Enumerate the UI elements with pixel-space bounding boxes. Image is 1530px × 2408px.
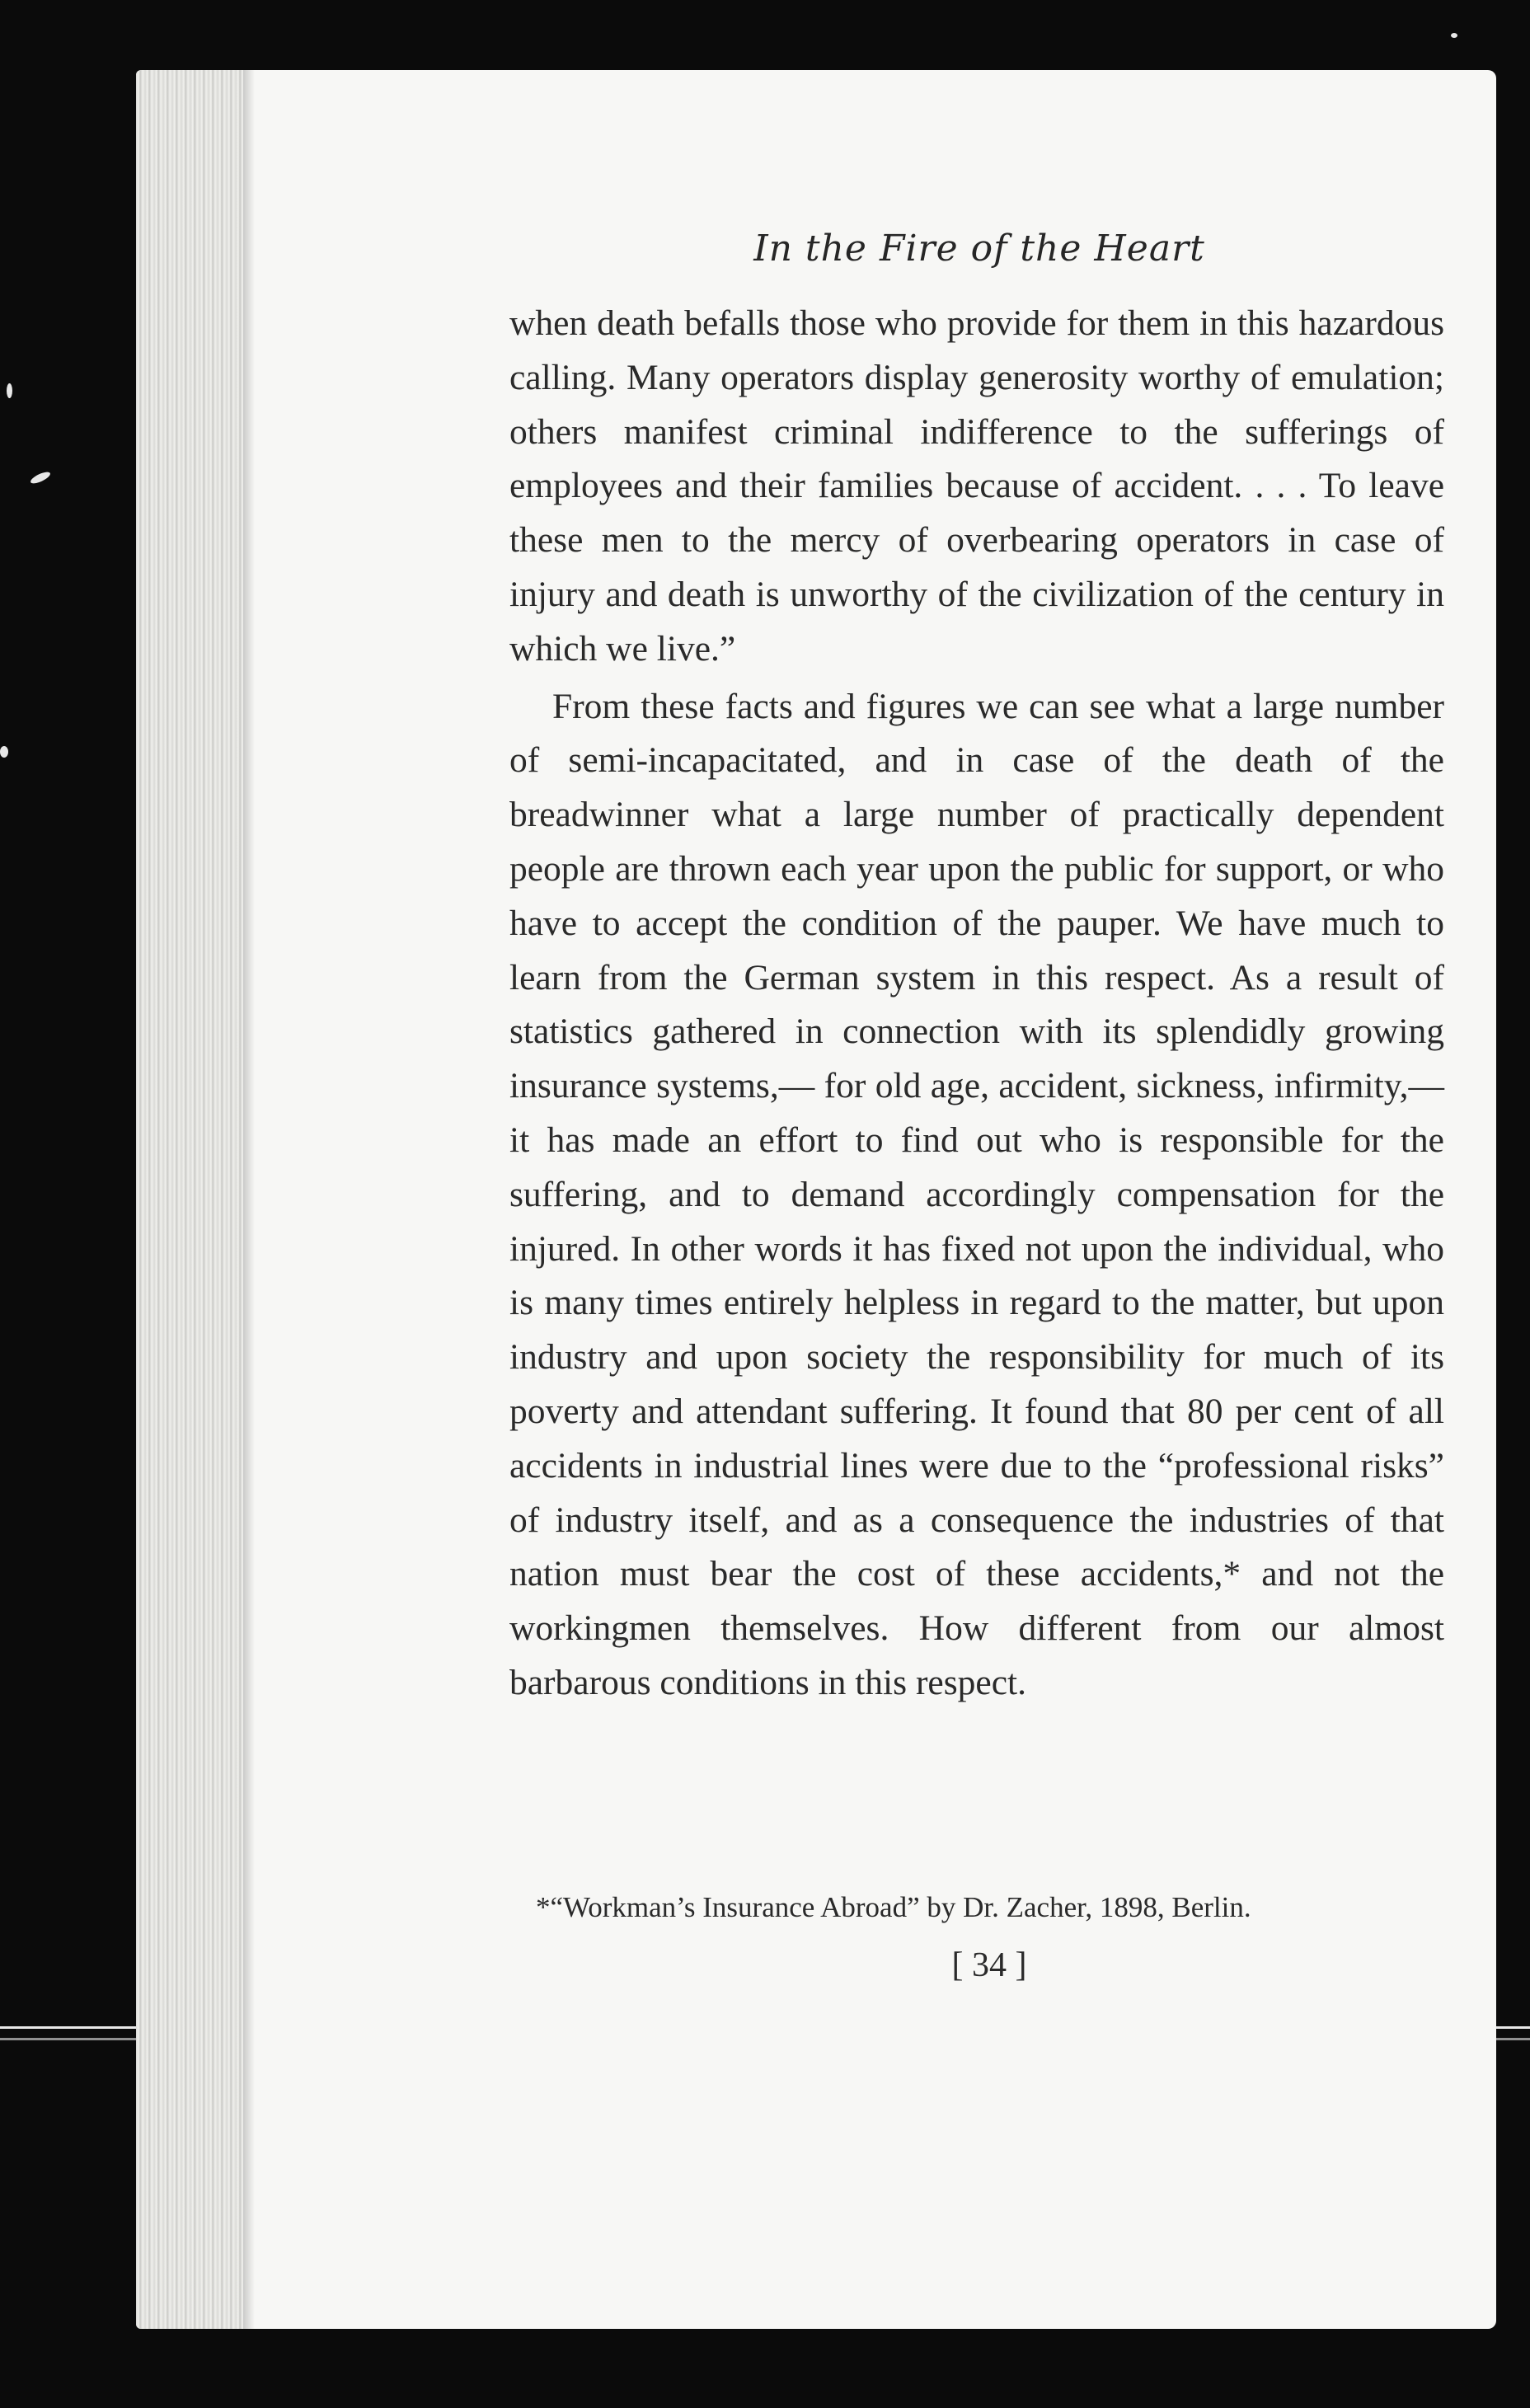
scan-speck: [0, 746, 8, 758]
footnote: *“Workman’s Insurance Abroad” by Dr. Zacher, 1898, Berlin.: [536, 1891, 1251, 1923]
page-number: [ 34 ]: [951, 1946, 1027, 1984]
scan-speck: [1451, 33, 1457, 38]
scan-speck: [7, 383, 12, 398]
paragraph-continuation: when death befalls those who provide for them in this hazardous calling. Many operators display generosity worthy of emulation; others manifest criminal indifference to the sufferings of employees and their families because of accident. . . . To leave these men to the mercy of overbearing operators in case of injury and death is unworthy of the civilization of the century in which we live.”: [509, 303, 1444, 669]
page-stack-edges: [136, 70, 243, 2329]
paragraph: From these facts and figures we can see what a large number of semi-incapacitated, and in case of the death of the breadwinner what a large number of practically dependent people are thrown each year upon the public for support, or who have to accept the condition of the pauper. We have much to learn from the German system in this respect. As a result of statistics gathered in connection with its splendidly growing insurance systems,— for old age, accident, sickness, infirmity,— it has made an effort to find out who is responsible for the suffering, and to demand accordingly compensation for the injured. In other words it has fixed not upon the individual, who is many times entirely helpless in regard to the matter, but upon industry and upon society the responsibility for much of its poverty and attendant suffering. It found that 80 per cent of all accidents in industrial lines were due to the “professional risks” of industry itself, and as a consequence the industries of that nation must bear the cost of these accidents,* and not the workingmen themselves. How different from our almost barbarous conditions in this respect.: [509, 686, 1444, 1702]
running-head: In the Fire of the Heart: [753, 228, 1205, 270]
scan-speck: [29, 470, 51, 486]
body-text: [509, 297, 1444, 1711]
